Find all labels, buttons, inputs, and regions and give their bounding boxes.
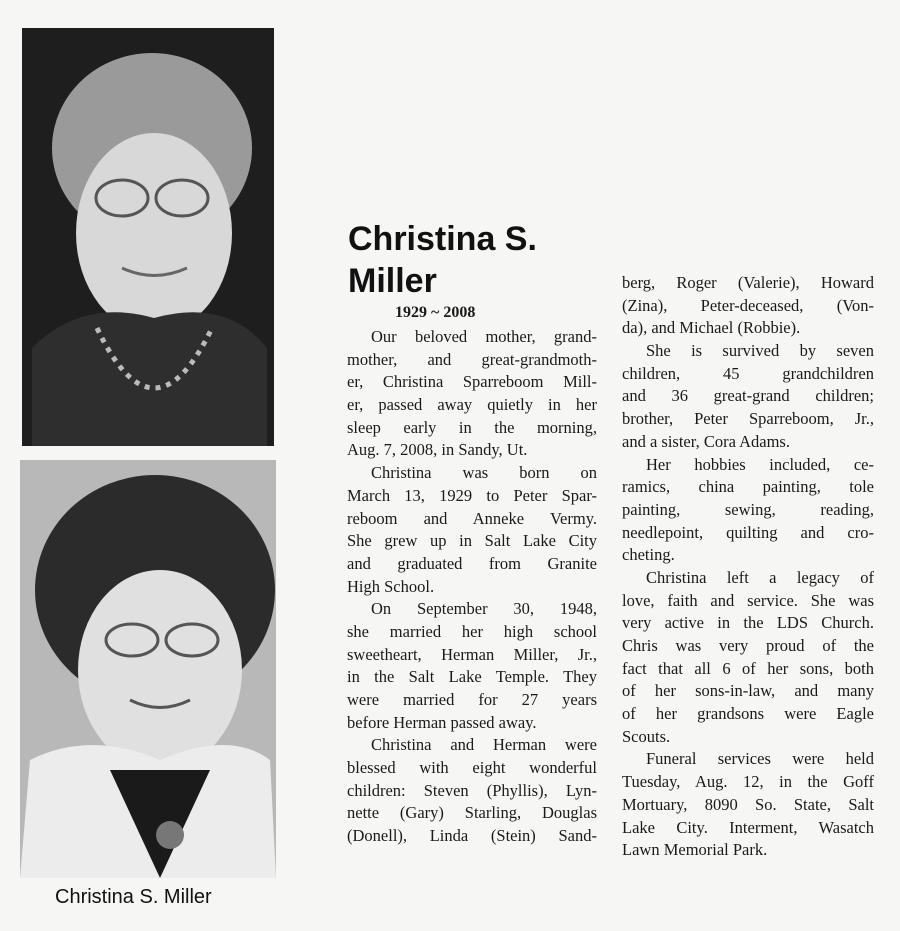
text-line: er, passed away quietly in her [347, 395, 597, 415]
portrait-photo-younger [20, 460, 276, 878]
obituary-title [348, 218, 608, 302]
text-line: March 13, 1929 to Peter Spar- [347, 485, 597, 505]
text-line: fact that all 6 of her sons, both [622, 658, 874, 678]
text-line: er, Christina Sparreboom Mill- [347, 372, 597, 392]
text-line: in the Salt Lake Temple. They [347, 667, 597, 687]
text-line: Christina was born on [371, 463, 597, 483]
text-line: (Donell), Linda (Stein) Sand- [347, 826, 597, 846]
text-line: da), and Michael (Robbie). [622, 318, 801, 338]
text-line: of her grandsons were Eagle [622, 704, 874, 724]
title-line-2: Miller [348, 262, 437, 300]
text-line: love, faith and service. She was [622, 590, 874, 610]
text-line: children, 45 grandchildren [622, 363, 874, 383]
life-dates: 1929 ~ 2008 [395, 304, 476, 321]
text-line: High School. [347, 576, 435, 596]
text-line: Funeral services were held [646, 749, 874, 769]
text-line: needlepoint, quilting and cro- [622, 522, 874, 542]
text-line: and 36 great-grand children; [622, 386, 874, 406]
text-line: Her hobbies included, ce- [646, 454, 874, 474]
text-line: she married her high school [347, 621, 597, 641]
text-line: of her sons-in-law, and many [622, 681, 874, 701]
text-line: ramics, china painting, tole [622, 477, 874, 497]
text-line: and a sister, Cora Adams. [622, 431, 790, 451]
text-line: Aug. 7, 2008, in Sandy, Ut. [347, 440, 528, 460]
text-line: cheting. [622, 545, 675, 565]
text-line: mother, and great-grandmoth- [347, 349, 597, 369]
text-line: children: Steven (Phyllis), Lyn- [347, 780, 597, 800]
text-line: Tuesday, Aug. 12, in the Goff [622, 772, 874, 792]
obituary-column-right [622, 272, 874, 862]
text-line: sweetheart, Herman Miller, Jr., [347, 644, 597, 664]
title-line-1: Christina S. [348, 220, 537, 258]
portrait-photo-older [22, 28, 274, 446]
text-line: Christina left a legacy of [646, 567, 874, 587]
text-line: She grew up in Salt Lake City [347, 531, 597, 551]
text-line: Christina and Herman were [371, 735, 597, 755]
text-line: She is survived by seven [646, 341, 874, 361]
text-line: sleep early in the morning, [347, 417, 597, 437]
text-line: Lake City. Interment, Wasatch [622, 817, 874, 837]
text-line: On September 30, 1948, [371, 599, 597, 619]
text-line: painting, sewing, reading, [622, 499, 874, 519]
text-line: Chris was very proud of the [622, 636, 874, 655]
text-line: very active in the LDS Church. [622, 613, 874, 633]
text-line: and graduated from Granite [347, 553, 597, 573]
text-line: blessed with eight wonderful [347, 758, 597, 778]
photo-caption: Christina S. Miller [55, 886, 212, 908]
text-line: Mortuary, 8090 So. State, Salt [622, 794, 874, 814]
text-line: nette (Gary) Starling, Douglas [347, 803, 597, 823]
text-line: Scouts. [622, 726, 671, 746]
text-line: (Zina), Peter-deceased, (Von- [622, 295, 874, 315]
text-line: reboom and Anneke Vermy. [347, 508, 597, 528]
text-line: before Herman passed away. [347, 712, 537, 732]
text-line: Lawn Memorial Park. [622, 840, 768, 860]
text-line: brother, Peter Sparreboom, Jr., [622, 409, 874, 429]
text-line: were married for 27 years [347, 690, 597, 709]
obituary-column-left [347, 326, 597, 848]
text-line: Our beloved mother, grand- [371, 327, 597, 346]
text-line: berg, Roger (Valerie), Howard [622, 273, 874, 292]
